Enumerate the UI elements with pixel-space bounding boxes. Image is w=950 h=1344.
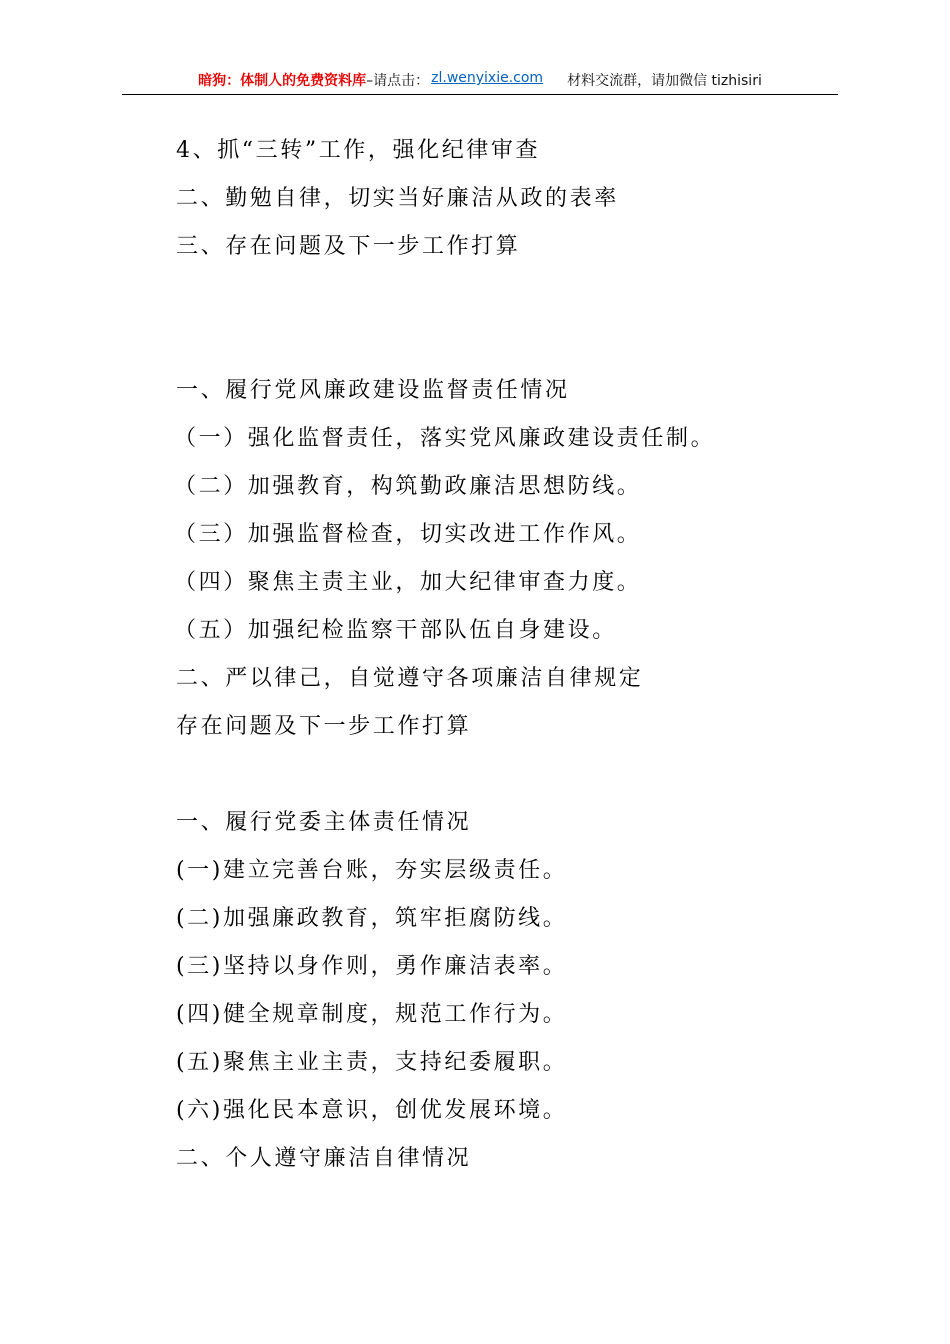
section-item: （三）加强监督检查，切实改进工作作风。 <box>174 522 642 547</box>
header-link[interactable]: zl.wenyixie.com <box>431 70 544 86</box>
section-heading: 二、严以律己，自觉遵守各项廉洁自律规定 <box>176 666 644 691</box>
outline-heading: 二、勤勉自律，切实当好廉洁从政的表率 <box>176 186 619 211</box>
section-heading: 二、个人遵守廉洁自律情况 <box>176 1146 472 1171</box>
section-heading: 一、履行党委主体责任情况 <box>176 810 472 835</box>
section-item: (四)健全规章制度，规范工作行为。 <box>176 1002 568 1027</box>
header-group-info: 材料交流群，请加微信 tizhisiri <box>567 73 762 89</box>
section-item: (五)聚焦主业主责，支持纪委履职。 <box>176 1050 568 1075</box>
outline-heading: 三、存在问题及下一步工作打算 <box>176 234 521 259</box>
section-item: （五）加强纪检监察干部队伍自身建设。 <box>174 618 617 643</box>
section-heading: 存在问题及下一步工作打算 <box>176 714 472 739</box>
section-item: (三)坚持以身作则，勇作廉洁表率。 <box>176 954 568 979</box>
section-item: （四）聚焦主责主业，加大纪律审查力度。 <box>174 570 642 595</box>
section-item: (六)强化民本意识，创优发展环境。 <box>176 1098 568 1123</box>
outline-item: 4、抓“三转”工作，强化纪律审查 <box>176 138 541 163</box>
header-prompt: –请点击： <box>366 73 430 89</box>
page-header <box>122 70 838 95</box>
header-brand: 暗狗：体制人的免费资料库 <box>198 73 367 89</box>
section-item: （一）强化监督责任，落实党风廉政建设责任制。 <box>174 426 716 451</box>
section-item: (一)建立完善台账，夯实层级责任。 <box>176 858 568 883</box>
section-heading: 一、履行党风廉政建设监督责任情况 <box>176 378 570 403</box>
section-item: （二）加强教育，构筑勤政廉洁思想防线。 <box>174 474 642 499</box>
section-item: (二)加强廉政教育，筑牢拒腐防线。 <box>176 906 568 931</box>
